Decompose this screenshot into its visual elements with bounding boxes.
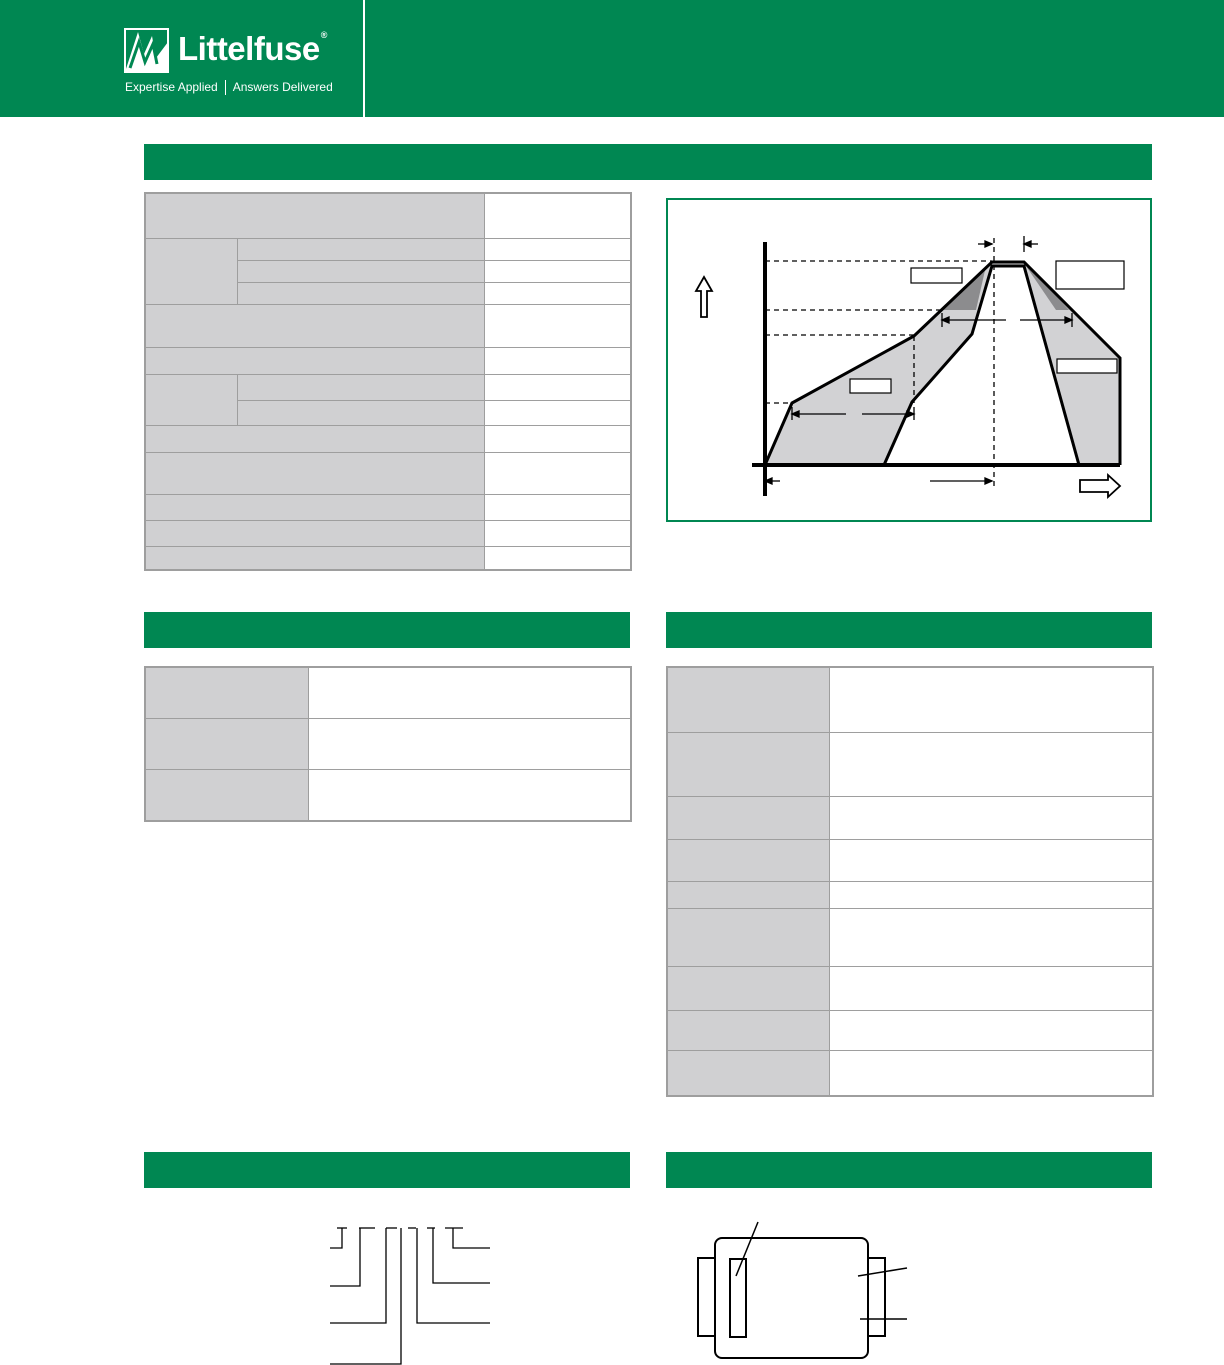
label-box-peak xyxy=(911,268,962,283)
table-cell xyxy=(484,347,631,374)
leader-line-3 xyxy=(330,1228,386,1323)
table-cell xyxy=(484,282,631,304)
table-cell xyxy=(308,769,631,821)
table-cell xyxy=(308,718,631,769)
table-cell xyxy=(829,1011,1153,1051)
table-cell xyxy=(145,425,484,452)
table-cell xyxy=(484,238,631,260)
label-box-cooling xyxy=(1057,359,1117,373)
brand-name: Littelfuse® xyxy=(178,30,327,67)
table-cell xyxy=(667,667,829,732)
brand-tagline xyxy=(125,80,333,95)
table-cell xyxy=(145,374,237,425)
physical-specifications-table xyxy=(144,666,632,822)
table-row xyxy=(667,796,1153,839)
page-header xyxy=(0,0,1224,117)
table-row xyxy=(667,667,1153,732)
table-cell xyxy=(829,796,1153,839)
table-cell xyxy=(484,260,631,282)
environmental-specifications-table xyxy=(666,666,1154,1097)
table-cell xyxy=(829,667,1153,732)
leader-line-1 xyxy=(330,1228,342,1248)
table-cell xyxy=(829,967,1153,1011)
table-row xyxy=(145,374,631,400)
label-box-ramp-down xyxy=(1056,261,1124,289)
leader-line-7 xyxy=(453,1228,490,1248)
table-cell xyxy=(667,881,829,908)
table-cell xyxy=(667,839,829,881)
table-cell xyxy=(145,769,308,821)
table-cell xyxy=(829,881,1153,908)
table-cell xyxy=(308,667,631,718)
table-cell xyxy=(829,839,1153,881)
terminal-right xyxy=(868,1258,885,1336)
table-row xyxy=(145,425,631,452)
tagline-left: Expertise Applied xyxy=(125,80,218,94)
leader-line-6 xyxy=(433,1228,490,1283)
table-cell xyxy=(667,796,829,839)
table-row xyxy=(145,667,631,718)
table-cell xyxy=(667,967,829,1011)
table-row xyxy=(145,718,631,769)
table-row xyxy=(667,839,1153,881)
section-bar-part-numbering xyxy=(144,1152,630,1188)
section-bar-physical xyxy=(144,612,630,648)
table-cell xyxy=(484,374,631,400)
table-row xyxy=(145,304,631,347)
table-row xyxy=(667,967,1153,1011)
table-row xyxy=(145,520,631,546)
table-cell xyxy=(667,1011,829,1051)
table-row xyxy=(667,1011,1153,1051)
temperature-up-arrow-icon xyxy=(696,277,712,317)
table-cell xyxy=(145,304,484,347)
table-row xyxy=(145,769,631,821)
table-row xyxy=(667,1051,1153,1096)
table-cell xyxy=(484,193,631,238)
soldering-parameters-table xyxy=(144,192,632,571)
table-cell xyxy=(484,452,631,494)
table-cell xyxy=(237,400,484,425)
table-cell xyxy=(829,909,1153,967)
part-numbering-diagram xyxy=(320,1220,500,1365)
table-cell xyxy=(145,520,484,546)
table-row xyxy=(145,347,631,374)
section-bar-part-marking xyxy=(666,1152,1152,1188)
table-cell xyxy=(667,909,829,967)
leader-line-2 xyxy=(330,1228,360,1286)
reflow-profile-diagram xyxy=(666,198,1152,522)
table-cell xyxy=(237,282,484,304)
tagline-separator xyxy=(225,80,226,95)
littelfuse-logo-icon xyxy=(124,28,169,73)
table-cell xyxy=(145,193,484,238)
table-row xyxy=(145,193,631,238)
table-cell xyxy=(484,494,631,520)
table-cell xyxy=(145,494,484,520)
time-right-arrow-icon xyxy=(1080,475,1120,497)
table-cell xyxy=(484,520,631,546)
table-row xyxy=(667,732,1153,796)
table-cell xyxy=(145,718,308,769)
table-cell xyxy=(667,732,829,796)
table-row xyxy=(667,909,1153,967)
table-row xyxy=(667,881,1153,908)
table-cell xyxy=(237,260,484,282)
table-cell xyxy=(145,452,484,494)
table-cell xyxy=(484,546,631,570)
table-row xyxy=(145,494,631,520)
section-bar-environmental xyxy=(666,612,1152,648)
table-row xyxy=(145,238,631,260)
reflow-profile-svg xyxy=(668,200,1150,520)
table-cell xyxy=(237,374,484,400)
table-cell xyxy=(145,546,484,570)
table-cell xyxy=(829,1051,1153,1096)
table-cell xyxy=(237,238,484,260)
table-cell xyxy=(667,1051,829,1096)
section-bar-soldering xyxy=(144,144,1152,180)
table-cell xyxy=(829,732,1153,796)
terminal-left xyxy=(698,1258,715,1336)
table-cell xyxy=(145,238,237,304)
header-divider xyxy=(363,0,365,117)
table-row xyxy=(145,452,631,494)
part-marking-diagram xyxy=(690,1218,920,1363)
label-box-preheat xyxy=(850,379,891,393)
table-cell xyxy=(484,425,631,452)
table-cell xyxy=(145,347,484,374)
table-cell xyxy=(484,400,631,425)
tagline-right: Answers Delivered xyxy=(232,80,333,94)
table-cell xyxy=(145,667,308,718)
table-cell xyxy=(484,304,631,347)
table-row xyxy=(145,546,631,570)
